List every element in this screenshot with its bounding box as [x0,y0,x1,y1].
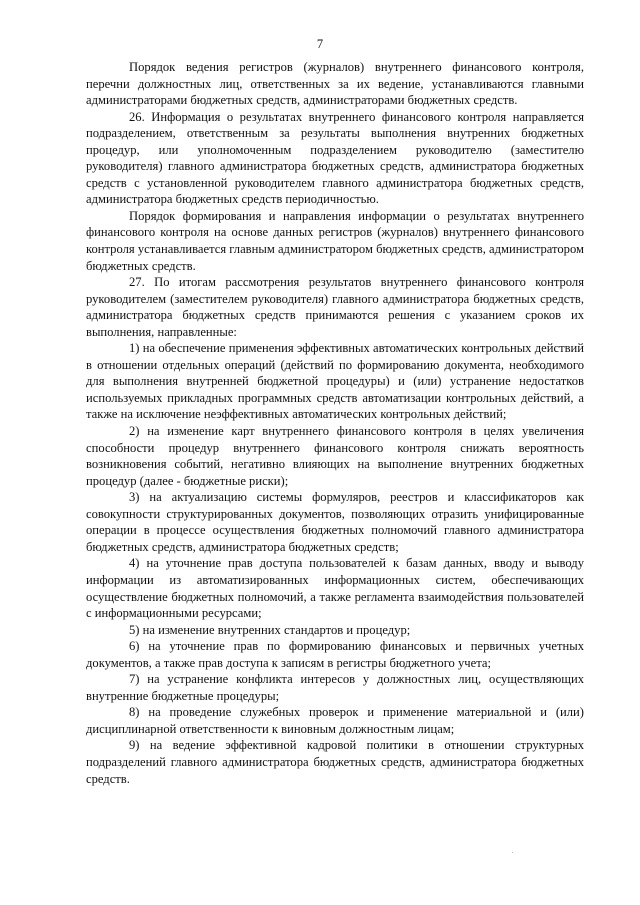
document-body [86,59,584,787]
list-item-7: 7) на устранение конфликта интересов у должностных лиц, осуществляющих внутренние бюджетные процедуры; [86,672,584,703]
list-item-1: 1) на обеспечение применения эффективных автоматических контрольных действий в отношении отдельных операций (действий по формированию документа, необходимого для выполнения внутренней бюджетной процедуры) и (или) устранение недостатков используемых прикладных программных средств автоматизации контрольных действий, а также на исключение неэффективных автоматических контрольных действий; [86,341,584,422]
paragraph-26: 26. Информация о результатах внутреннего финансового контроля направляется подразделением, ответственным за результаты выполнения внутренних бюджетных процедур, или уполномоченным подразделением руководителю (заместителю руководителя) главного администратора бюджетных средств, администратора бюджетных средств с установленной руководителем главного администратора бюджетных средств, администратора бюджетных средств периодичностью. [86,109,584,207]
list-item-3: 3) на актуализацию системы формуляров, реестров и классификаторов как совокупности структурированных документов, позволяющих отразить унифицированные операции в процессе осуществления бюджетных полномочий главного администратора бюджетных средств, администратора бюджетных средств; [86,490,584,554]
paragraph-registers-order: Порядок ведения регистров (журналов) внутреннего финансового контроля, перечни должностных лиц, ответственных за их ведение, устанавливаются главными администраторами бюджетных средств, администраторами бюджетных средств. [86,60,584,108]
scan-speck [512,852,513,853]
list-item-9: 9) на ведение эффективной кадровой политики в отношении структурных подразделений главного администратора бюджетных средств, администратора бюджетных средств. [86,738,584,786]
paragraph-27: 27. По итогам рассмотрения результатов внутреннего финансового контроля руководителем (заместителем руководителя) главного администратора бюджетных средств, администратора бюджетных средств принимаются решения с указанием сроков их выполнения, направленные: [86,275,584,339]
page-number: 7 [316,37,324,51]
list-item-8: 8) на проведение служебных проверок и применение материальной и (или) дисциплинарной ответственности к виновным должностным лицам; [86,705,584,736]
list-item-5: 5) на изменение внутренних стандартов и процедур; [129,622,411,637]
list-item-4: 4) на уточнение прав доступа пользователей к базам данных, вводу и выводу информации из автоматизированных информационных систем, обеспечивающих осуществление бюджетных полномочий, а также регламента взаимодействия пользователей с информационными ресурсами; [86,556,584,621]
list-item-6: 6) на уточнение прав по формированию финансовых и первичных учетных документов, а также прав доступа к записям в регистры бюджетного учета; [86,639,584,670]
paragraph-information-order: Порядок формирования и направления информации о результатах внутреннего финансового контроля на основе данных регистров (журналов) внутреннего финансового контроля устанавливается главным администратором бюджетных средств, администратором бюджетных средств. [86,208,584,273]
list-item-2: 2) на изменение карт внутреннего финансового контроля в целях увеличения способности процедур внутреннего финансового контроля снижать вероятность возникновения событий, негативно влияющих на выполнение внутренних бюджетных процедур (далее - бюджетные риски); [86,424,584,488]
